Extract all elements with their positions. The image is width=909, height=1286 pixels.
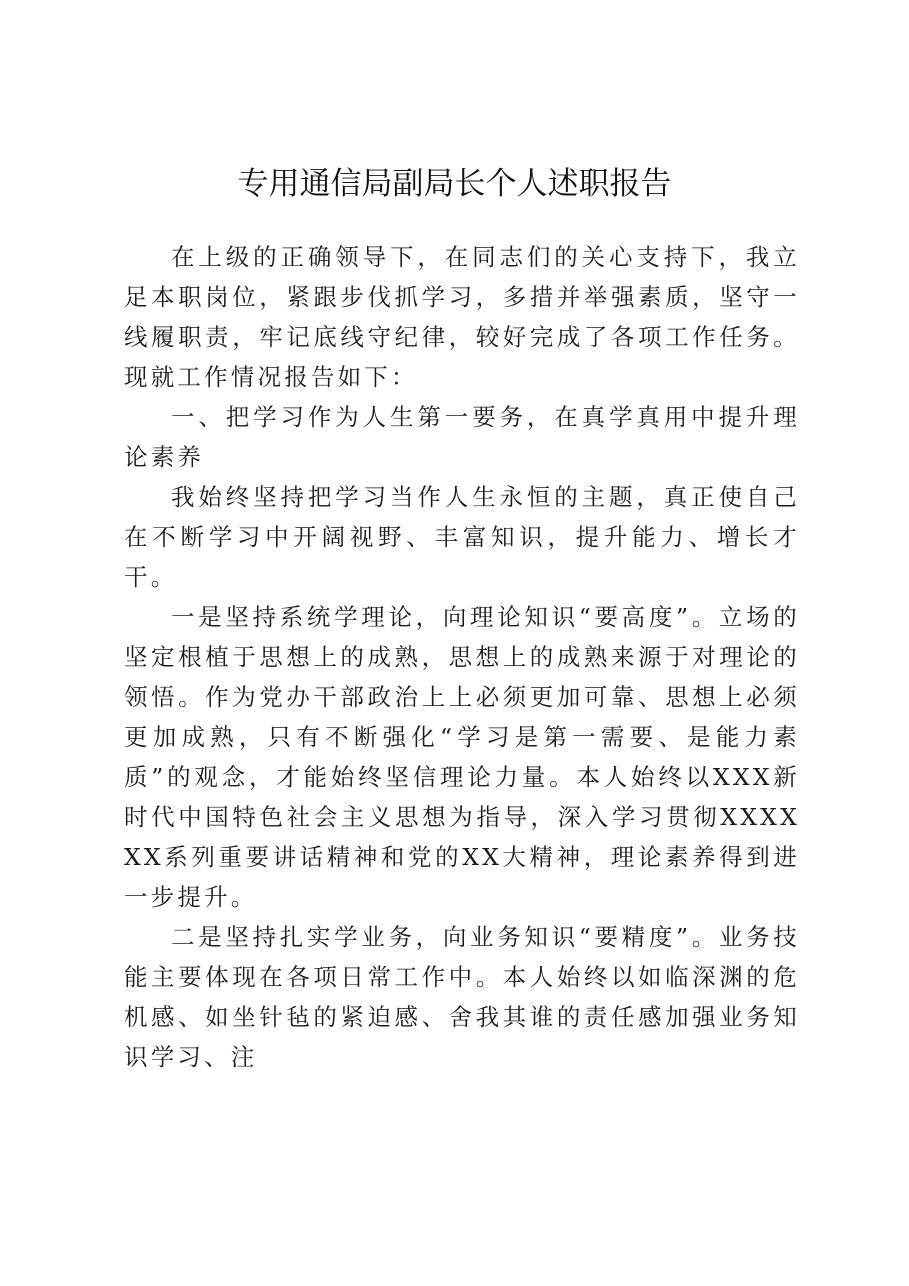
paragraph-business: 二是坚持扎实学业务，向业务知识“要精度”。业务技能主要体现在各项日常工作中。本人始终以如临深渊的危机感、如坐针毡的紧迫感、舍我其谁的责任感加强业务知识学习、注: [124, 923, 800, 1071]
section-heading-1: 一、把学习作为人生第一要务，在真学真用中提升理论素养: [124, 403, 800, 471]
paragraph-theory: 一是坚持系统学理论，向理论知识“要高度”。立场的坚定根植于思想上的成熟，思想上的成熟来源于对理论的领悟。作为党办干部政治上上必须更加可靠、思想上必须更加成熟，只有不断强化“学习是第一需要、是能力素质”的观念，才能始终坚信理论力量。本人始终以XXX新时代中国特色社会主义思想为指导，深入学习贯彻XXXXXX系列重要讲话精神和党的XX大精神，理论素养得到进一步提升。: [124, 603, 800, 911]
document-title: 专用通信局副局长个人述职报告: [237, 166, 672, 202]
paragraph-intro: 在上级的正确领导下，在同志们的关心支持下，我立足本职岗位，紧跟步伐抓学习，多措并举强素质，坚守一线履职责，牢记底线守纪律，较好完成了各项工作任务。现就工作情况报告如下：: [124, 243, 800, 391]
paragraph-learning: 我始终坚持把学习当作人生永恒的主题，真正使自己在不断学习中开阔视野、丰富知识，提升能力、增长才干。: [124, 483, 800, 591]
document-body: [124, 237, 800, 1077]
